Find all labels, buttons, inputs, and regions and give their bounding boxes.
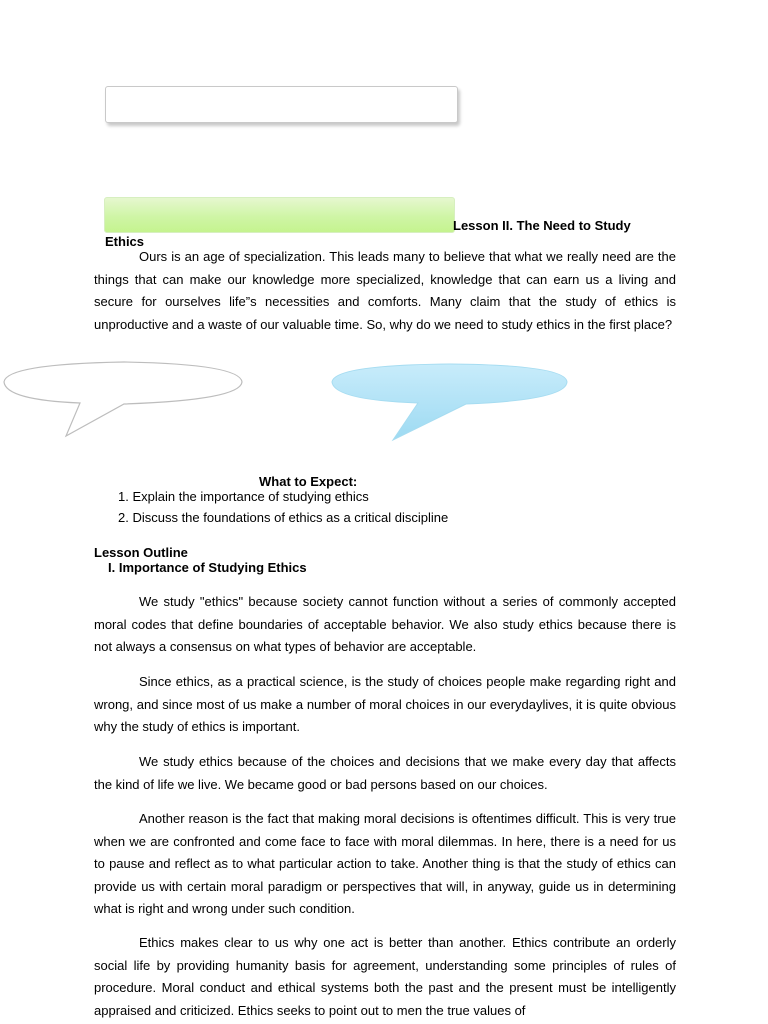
lesson-title: Lesson II. The Need to Study [453,218,631,233]
lesson-title-continued: Ethics [105,234,145,249]
lesson-outline-heading: Lesson Outline [94,545,188,560]
speech-bubble-blue [332,364,567,440]
body-paragraph: Another reason is the fact that making moral decisions is oftentimes difficult. This is very true when we are confronted and come face to face with moral dilemmas. In here, there is a need for us to pause and reflect as to what particular action to take. Another thing is that the study of ethics can provide us with certain moral paradigm or perspectives that will, in anyway, guide us in determining what is right and wrong under such condition. [94,811,676,916]
body-paragraph: Ethics makes clear to us why one act is better than another. Ethics contribute an orderly social life by providing humanity basis for agreement, understanding some principles of rules of procedure. Moral conduct and ethical systems both the past and the present must be intelligently appraised and criticized. Ethics seeks to point out to men the true values of [94,935,676,1018]
what-to-expect-heading: What to Expect: [259,474,358,489]
body-paragraph: Since ethics, as a practical science, is the study of choices people make regarding right and wrong, and since most of us make a number of moral choices in our everydaylives, it is quite obvious why the study of ethics is important. [94,674,676,734]
body-paragraph: We study ethics because of the choices and decisions that we make every day that affects the kind of life we live. We became good or bad persons based on our choices. [94,754,676,792]
body-paragraph: We study "ethics" because society cannot function without a series of commonly accepted moral codes that define boundaries of acceptable behavior. We also study ethics because there is not always a consensus on what types of behavior are acceptable. [94,594,676,654]
speech-bubble-white [4,362,242,436]
green-highlight-bar [104,197,455,233]
intro-paragraph: Ours is an age of specialization. This leads many to believe that what we really need are the things that can make our knowledge more specialized, knowledge that can earn us a living and secure for ourselves life”s necessities and comforts. Many claim that the study of ethics is unproductive and a waste of our valuable time. So, why do we need to study ethics in the first place? [94,249,676,332]
empty-header-box [105,86,458,123]
objective-item: 1. Explain the importance of studying ethics [118,489,369,504]
outline-section-heading: I. Importance of Studying Ethics [108,560,307,575]
objective-item: 2. Discuss the foundations of ethics as a critical discipline [118,510,449,525]
speech-bubbles [0,360,768,450]
